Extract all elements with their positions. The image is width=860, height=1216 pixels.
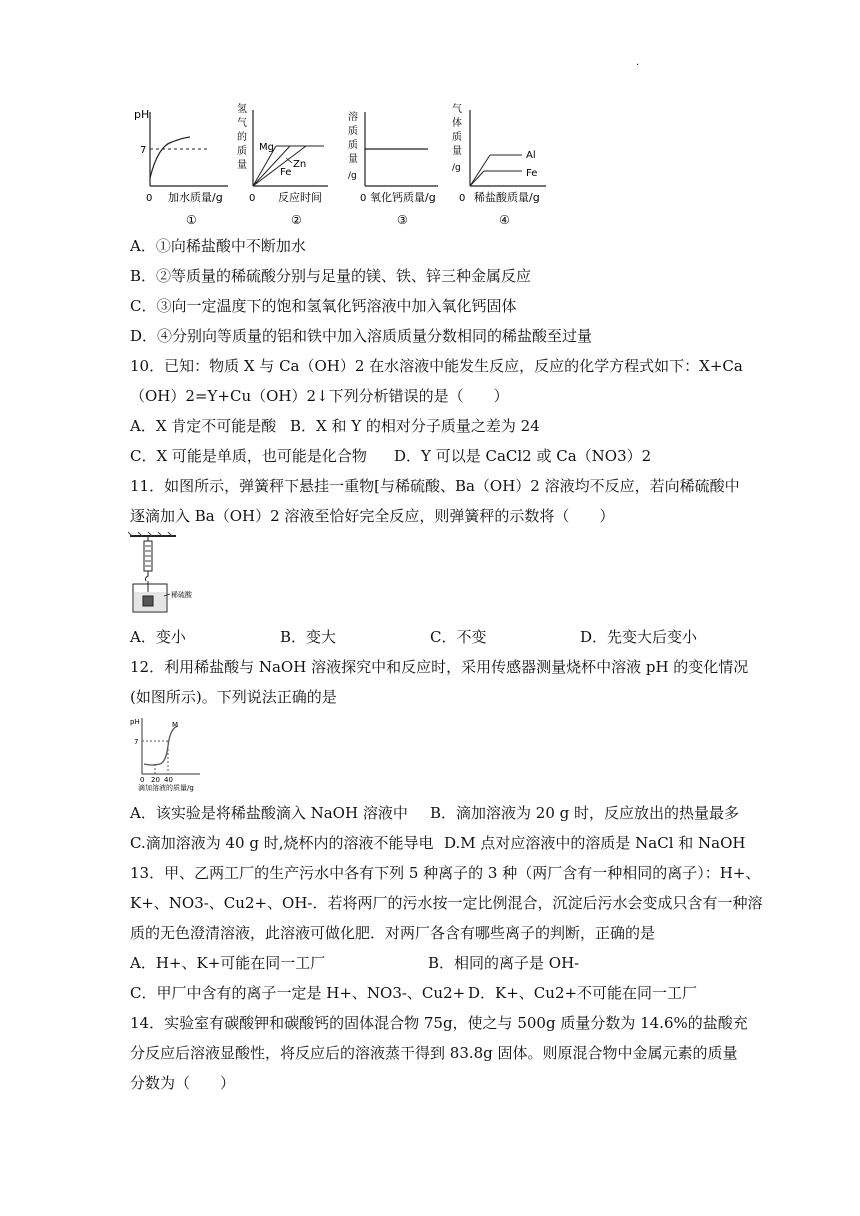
- q11-option-d: D．先变大后变小: [580, 628, 698, 646]
- ph-curve-figure: [128, 712, 208, 792]
- graph-1: [134, 108, 228, 227]
- svg-text:/g: /g: [452, 163, 461, 173]
- q10-stem-line1: 10．已知：物质 X 与 Ca（OH）2 在水溶液中能发生反应，反应的化学方程式如下：X+Ca: [130, 357, 743, 375]
- q9-option-c: C．③向一定温度下的饱和氢氧化钙溶液中加入氧化钙固体: [130, 297, 517, 315]
- q9-option-b: B．②等质量的稀硫酸分别与足量的镁、铁、锌三种金属反应: [130, 267, 532, 285]
- svg-text:7: 7: [140, 145, 147, 156]
- svg-text:Zn: Zn: [293, 159, 307, 170]
- q9-graphs: [128, 100, 548, 228]
- graph-4: [452, 103, 546, 227]
- q13-option-b: B．相同的离子是 OH-: [428, 954, 580, 972]
- svg-text:滴加溶液的质量/g: 滴加溶液的质量/g: [138, 784, 194, 792]
- graph-3: [348, 110, 438, 227]
- q12-option-d: D.M 点对应溶液中的溶质是 NaCl 和 NaOH: [444, 834, 746, 852]
- q11-option-b: B．变大: [280, 628, 337, 646]
- q12-stem-line2: (如图所示)。下列说法正确的是: [130, 688, 337, 706]
- spring-scale-figure: [128, 530, 218, 620]
- q12-option-c: C.滴加溶液为 40 g 时,烧杯内的溶液不能导电: [130, 834, 434, 852]
- svg-text:质: 质: [348, 140, 358, 151]
- q11-option-a: A．变小: [130, 628, 186, 646]
- q12-stem-line1: 12．利用稀盐酸与 NaOH 溶液探究中和反应时，采用传感器测量烧杯中溶液 pH 的变化情况: [130, 658, 749, 676]
- svg-text:Al: Al: [526, 150, 536, 161]
- svg-text:M: M: [172, 721, 179, 729]
- q13-option-c: C．甲厂中含有的离子一定是 H+、NO3-、Cu2+: [130, 984, 466, 1002]
- svg-text:溶: 溶: [348, 112, 358, 123]
- q9-option-a: A．①向稀盐酸中不断加水: [130, 237, 306, 255]
- q14-stem-line2: 分反应后溶液显酸性，将反应后的溶液蒸干得到 83.8g 固体。则原混合物中金属元素的质量: [130, 1044, 738, 1062]
- svg-text:④: ④: [499, 213, 510, 227]
- svg-text:气: 气: [237, 118, 247, 129]
- q11-stem-line1: 11．如图所示，弹簧秤下悬挂一重物[与稀硫酸、Ba（OH）2 溶液均不反应，若向稀硫酸中: [130, 477, 740, 495]
- svg-text:氢: 氢: [237, 104, 247, 115]
- svg-text:0: 0: [140, 776, 145, 784]
- svg-text:质: 质: [348, 126, 358, 137]
- q14-stem-line1: 14．实验室有碳酸钾和碳酸钙的固体混合物 75g，使之与 500g 质量分数为 14.6%的盐酸充: [130, 1014, 748, 1032]
- svg-text:质: 质: [237, 146, 247, 157]
- page-dot: ·: [636, 60, 640, 71]
- q11-stem-line2: 逐滴加入 Ba（OH）2 溶液至恰好完全反应，则弹簧秤的示数将（ ）: [130, 507, 615, 525]
- svg-text:7: 7: [134, 738, 139, 746]
- q10-option-c: C．X 可能是单质，也可能是化合物: [130, 447, 367, 465]
- svg-text:加水质量/g: 加水质量/g: [168, 191, 223, 204]
- svg-text:pH: pH: [130, 718, 140, 726]
- svg-text:0: 0: [360, 193, 367, 204]
- q13-option-d: D．K+、Cu2+不可能在同一工厂: [468, 984, 698, 1002]
- svg-text:Fe: Fe: [280, 167, 292, 178]
- svg-text:稀硫酸: 稀硫酸: [171, 591, 192, 599]
- q12-option-a: A．该实验是将稀盐酸滴入 NaOH 溶液中: [130, 804, 408, 822]
- graph-2: [237, 102, 328, 227]
- q13-stem-line3: 质的无色澄清溶液，此溶液可做化肥．对两厂各含有哪些离子的判断，正确的是: [130, 924, 656, 942]
- graph-1-curve: [150, 137, 190, 178]
- q11-option-c: C．不变: [430, 628, 487, 646]
- svg-text:稀盐酸质量/g: 稀盐酸质量/g: [474, 191, 540, 204]
- svg-text:量: 量: [452, 146, 462, 157]
- svg-text:量: 量: [237, 160, 247, 171]
- q10-option-a: A．X 肯定不可能是酸: [130, 417, 277, 435]
- q13-stem-line2: K+、NO3-、Cu2+、OH-．若将两厂的污水按一定比例混合，沉淀后污水会变成只含有一种溶: [130, 894, 763, 912]
- svg-text:①: ①: [186, 213, 197, 227]
- svg-text:/g: /g: [348, 171, 357, 181]
- q9-option-d: D．④分别向等质量的铝和铁中加入溶质质量分数相同的稀盐酸至过量: [130, 327, 593, 345]
- q13-option-a: A．H+、K+可能在同一工厂: [130, 954, 326, 972]
- svg-text:Fe: Fe: [526, 168, 538, 179]
- svg-text:③: ③: [397, 213, 408, 227]
- svg-text:氧化钙质量/g: 氧化钙质量/g: [370, 191, 436, 204]
- svg-text:的: 的: [237, 132, 247, 143]
- svg-text:Mg: Mg: [259, 142, 274, 153]
- q10-option-d: D．Y 可以是 CaCl2 或 Ca（NO3）2: [394, 447, 652, 465]
- svg-text:20: 20: [151, 776, 160, 784]
- svg-text:40: 40: [164, 776, 173, 784]
- q10-option-b: B．X 和 Y 的相对分子质量之差为 24: [290, 417, 540, 435]
- svg-text:②: ②: [291, 213, 302, 227]
- q14-stem-line3: 分数为（ ）: [130, 1074, 236, 1092]
- svg-text:质: 质: [452, 132, 462, 143]
- q12-option-b: B．滴加溶液为 20 g 时，反应放出的热量最多: [430, 804, 740, 822]
- svg-text:0: 0: [249, 193, 256, 204]
- svg-text:量: 量: [348, 154, 358, 165]
- svg-text:体: 体: [452, 118, 462, 129]
- svg-text:0: 0: [146, 193, 153, 204]
- svg-text:pH: pH: [134, 108, 150, 121]
- q13-stem-line1: 13．甲、乙两工厂的生产污水中各有下列 5 种离子的 3 种（两厂含有一种相同的离子）：H+、: [130, 864, 761, 882]
- svg-text:气: 气: [452, 104, 462, 115]
- q10-stem-line2: （OH）2=Y+Cu（OH）2↓下列分析错误的是（ ）: [130, 387, 509, 405]
- ph-curve: [144, 726, 178, 765]
- svg-text:反应时间: 反应时间: [278, 191, 322, 204]
- svg-text:0: 0: [459, 193, 466, 204]
